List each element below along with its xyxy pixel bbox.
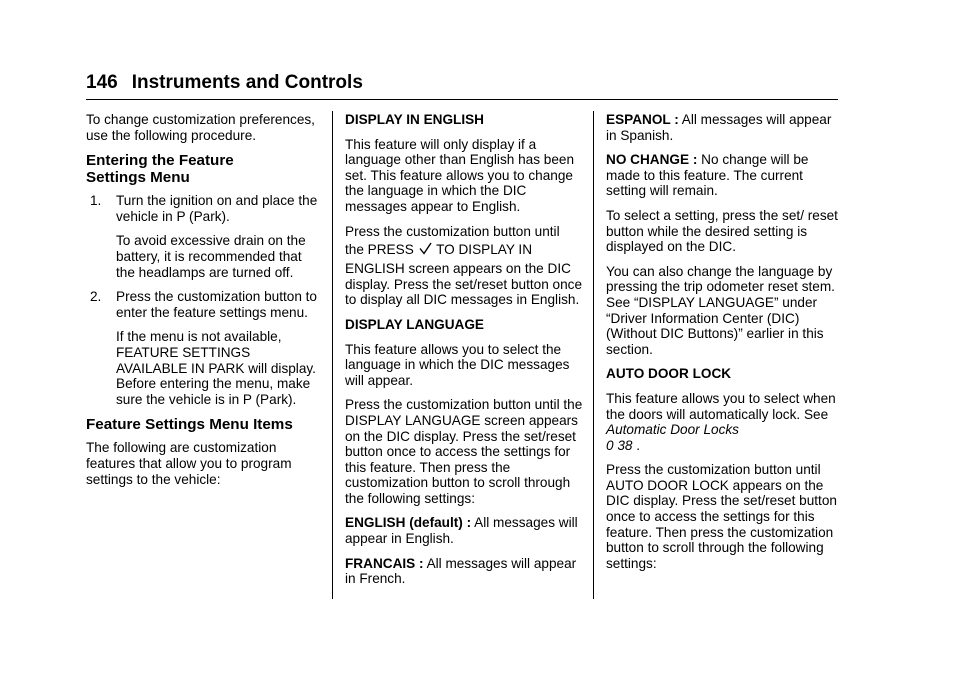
section-title: Instruments and Controls: [131, 72, 363, 93]
display-language-description: This feature allows you to select the language in which the DIC messages will appear.: [345, 341, 570, 388]
auto-door-lock-description: This feature allows you to select when the doors will automatically lock. See Automatic Door Locks 0 38 .: [606, 390, 836, 453]
step-text: Press the customization button to enter the feature settings menu.: [116, 289, 317, 320]
column-1: [86, 112, 322, 496]
column-2: [345, 112, 583, 596]
column-divider-1: [332, 111, 333, 599]
step-note: To avoid excessive drain on the battery, it is recommended that the headlamps are turned off.: [116, 233, 306, 280]
display-language-instructions: Press the customization button until the DISPLAY LANGUAGE screen appears on the DIC display. Press the set/reset button once to access the settings for this feature. Then press the customization button to scroll through the following settings:: [345, 397, 583, 506]
step-note: If the menu is not available, FEATURE SETTINGS AVAILABLE IN PARK will display. Before entering the menu, make sure the vehicle is in P (Park).: [116, 329, 316, 407]
press-instruction-rest: ENGLISH screen appears on the DIC display. Press the set/reset button once to display all DIC messages in English.: [345, 261, 583, 308]
heading-display-in-english: DISPLAY IN ENGLISH: [345, 112, 484, 127]
heading-display-language: DISPLAY LANGUAGE: [345, 316, 484, 332]
setting-english: ENGLISH (default) : All messages will appear in English.: [345, 515, 578, 547]
press-instruction-line: Press the customization button until: [345, 223, 560, 239]
step-text: Turn the ignition on and place the vehicle in P (Park).: [116, 193, 318, 224]
outro-paragraph: The following are customization features that allow you to program settings to the vehicle:: [86, 440, 292, 487]
setting-no-change: NO CHANGE : No change will be made to this feature. The current setting will remain.: [606, 152, 809, 199]
column-divider-2: [593, 111, 594, 599]
step-1: [86, 193, 322, 280]
header-rule: [86, 99, 838, 100]
display-english-description: This feature will only display if a language other than English has been set. This feature allows you to change the language in which the DIC messages appear to English.: [345, 136, 575, 214]
heading-entering-feature-settings: Entering the Feature Settings Menu: [86, 152, 234, 187]
select-setting-paragraph: To select a setting, press the set/ reset button while the desired setting is displayed on the DIC.: [606, 207, 838, 255]
intro-paragraph: To change customization preferences, use the following procedure.: [86, 112, 315, 143]
checkmark-icon: [419, 242, 432, 255]
page-reference[interactable]: 0 38: [606, 437, 633, 453]
auto-door-lock-instructions: Press the customization button until AUTO DOOR LOCK appears on the DIC display. Press the set/reset button once to access the settings for this feature. Then press the customization button to scroll through the following settings:: [606, 462, 837, 571]
heading-auto-door-lock: AUTO DOOR LOCK: [606, 366, 732, 382]
step-number: 2.: [90, 289, 102, 305]
setting-espanol: ESPANOL : All messages will appear in Spanish.: [606, 112, 832, 143]
column-3: [606, 112, 842, 580]
setting-francais: FRANCAIS : All messages will appear in French.: [345, 555, 577, 587]
step-2: [86, 289, 322, 407]
heading-feature-settings-menu-items: Feature Settings Menu Items: [86, 416, 293, 434]
trip-odometer-paragraph: You can also change the language by pressing the trip odometer reset stem. See “DISPLAY LANGUAGE” under “Driver Information Center (DIC) (Without DIC Buttons)” earlier in this section.: [606, 263, 835, 357]
step-number: 1.: [90, 193, 102, 209]
page-header: [86, 72, 363, 94]
page-number: 146: [86, 72, 118, 93]
cross-reference-link[interactable]: Automatic Door Locks: [606, 422, 739, 438]
press-to-display-line: the PRESS TO DISPLAY IN: [345, 242, 533, 258]
